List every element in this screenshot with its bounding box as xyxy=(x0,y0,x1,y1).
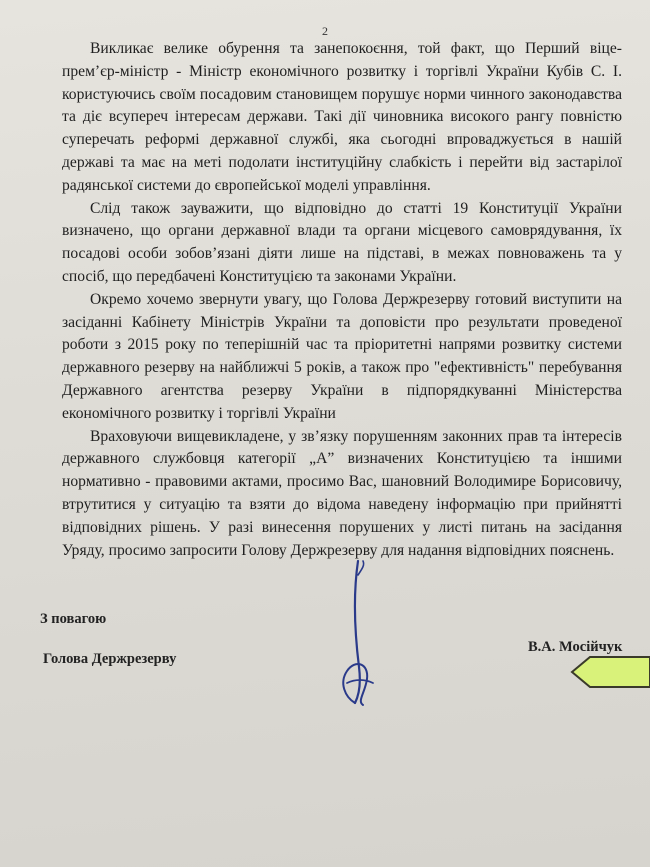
letter-body xyxy=(62,38,622,562)
handwritten-signature xyxy=(325,555,405,710)
sticky-tab-marker xyxy=(570,654,650,690)
paragraph-2: Слід також зауважити, що відповідно до статті 19 Конституції України визначено, що органи державної влади та органи місцевого самоврядування, їх посадові особи зобов’язані діяти лише на підставі, в межах повноважень та у спосіб, що передбачені Конституцією та законами України. xyxy=(62,199,622,285)
closing-regards: З повагою xyxy=(40,611,107,627)
signatory-name: В.А. Мосійчук xyxy=(528,639,623,655)
paragraph-4: Враховуючи вищевикладене, у зв’язку порушенням законних прав та інтересів державного службовця категорії „А” визначених Конституцією та іншими нормативно - правовими актами, просимо Вас, шановний Володимире Борисовичу, втрутитися у ситуацію та взяти до відома наведену інформацію при прийнятті відповідних рішень. У разі винесення порушених у листі питань на засідання Уряду, просимо запросити Голову Держрезерву для надання відповідних пояснень. xyxy=(62,427,622,559)
page-number: 2 xyxy=(322,24,328,38)
signatory-position: Голова Держрезерву xyxy=(43,651,177,667)
paragraph-3: Окремо хочемо звернути увагу, що Голова Держрезерву готовий виступити на засіданні Кабінету Міністрів України та доповісти про результати проведеної роботи з 2015 року по теперішній час та пріоритетні напрями розвитку системи державного резерву на найближчі 5 років, а також про "ефективність" перебування Державного агентства резерву України в підпорядкуванні Міністерства економічного розвитку і торгівлі України xyxy=(62,290,622,422)
paragraph-1: Викликає велике обурення та занепокоєння, той факт, що Перший віце-прем’єр-міністр - Міністр економічного розвитку і торгівлі України Кубів С. І. користуючись своїм посадовим становищем порушує норми чинного законодавства та діє всупереч інтересам держави. Такі дії чиновника високого рангу повністю суперечать реформі державної службі, яка сьогодні впроваджується в нашій державі та має на меті подолати інституційну слабкість і перейти від застарілої радянської системи до європейської моделі управління. xyxy=(62,40,622,194)
